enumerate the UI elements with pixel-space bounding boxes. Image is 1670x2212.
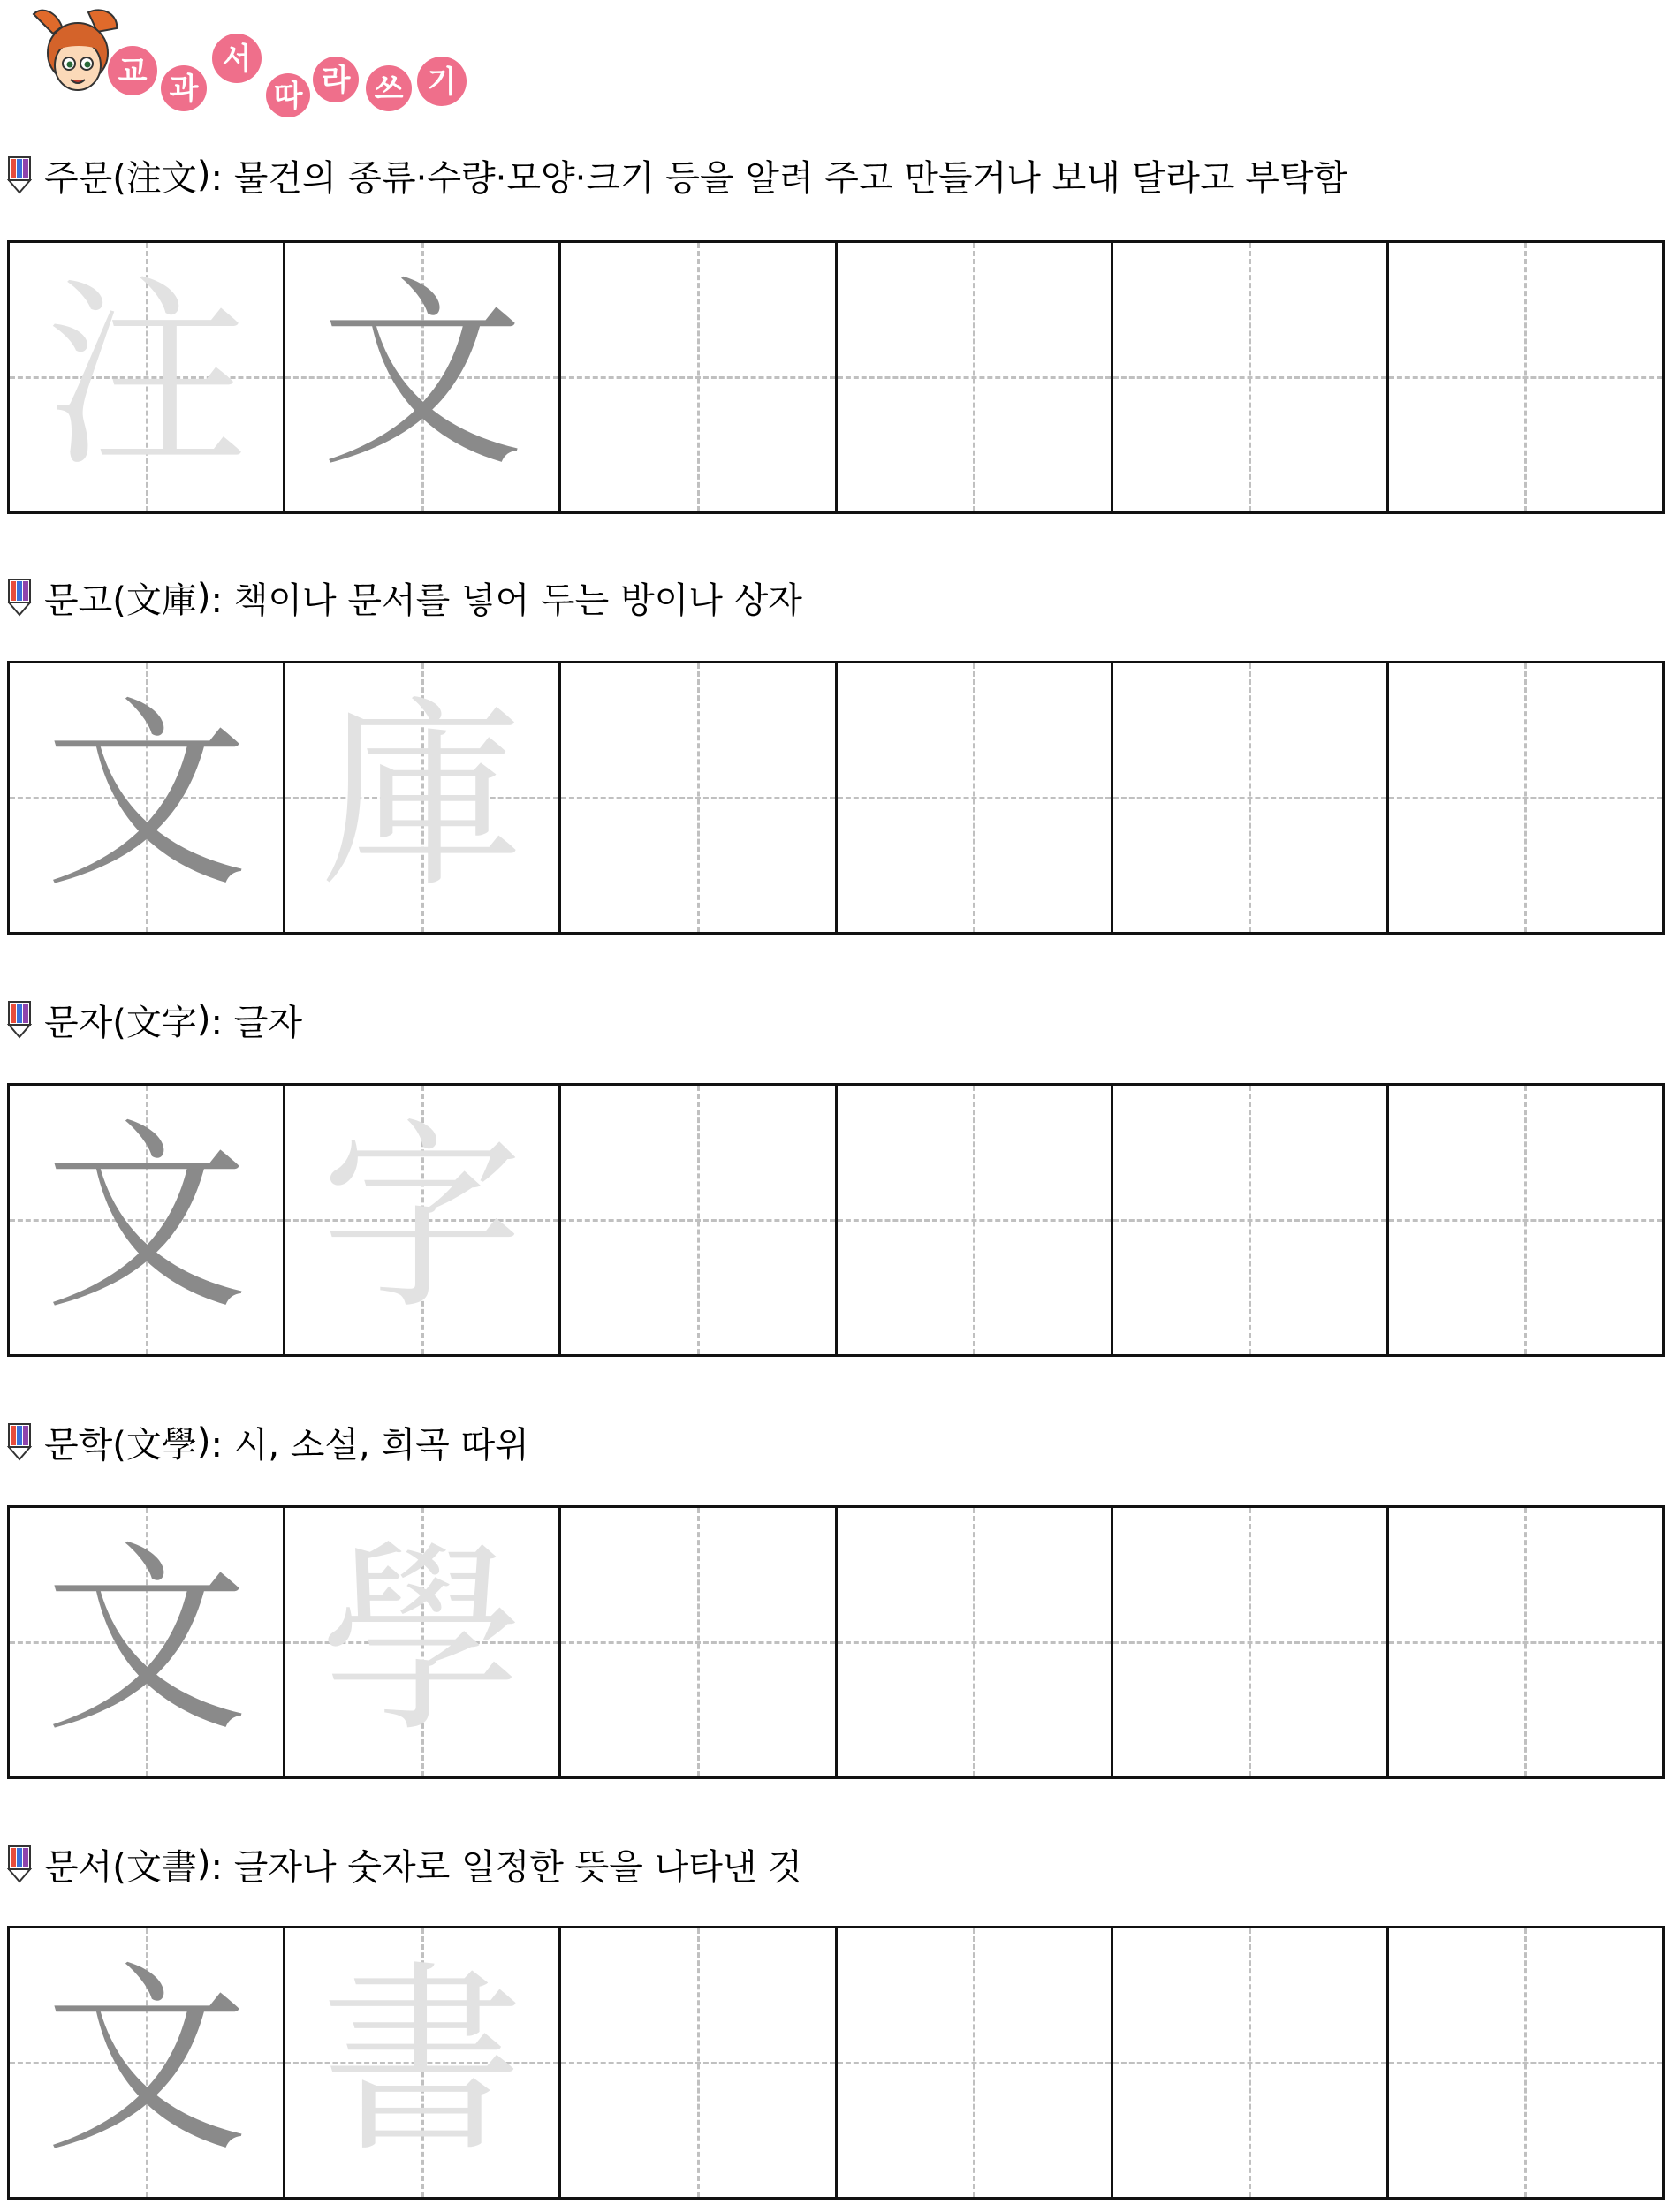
pencil-icon	[7, 578, 32, 617]
guide-cell	[283, 1086, 558, 1354]
practice-grid-row	[7, 240, 1665, 514]
word-hanja: 文庫	[125, 580, 197, 621]
guide-character: 文	[320, 259, 524, 495]
mascot-girl-icon	[34, 10, 117, 90]
practice-cell[interactable]	[1111, 663, 1386, 932]
guide-cell	[10, 1508, 283, 1776]
word-close: )	[196, 1421, 211, 1462]
practice-cell[interactable]	[835, 1508, 1111, 1776]
practice-cell[interactable]	[835, 1928, 1111, 2197]
word-reading: 주문(	[44, 157, 126, 199]
guide-character: 字	[320, 1102, 524, 1337]
practice-cell[interactable]	[1386, 243, 1662, 511]
logo-syllable: 교	[118, 54, 148, 89]
word-definition: : 시, 소설, 희곡 따위	[210, 1424, 529, 1466]
word-close: )	[196, 155, 211, 195]
pencil-icon	[7, 1845, 32, 1883]
word-close: )	[196, 999, 211, 1040]
logo-syllable: 기	[427, 64, 457, 100]
word-definition: : 물건의 종류·수량·모양·크기 등을 알려 주고 만들거나 보내 달라고 부탁함	[210, 157, 1348, 199]
logo-title-bubbles	[108, 34, 467, 117]
guide-cell	[10, 663, 283, 932]
logo-syllable: 서	[222, 42, 252, 77]
word-definition: : 글자나 숫자로 일정한 뜻을 나타낸 것	[210, 1846, 802, 1888]
guide-cell	[283, 243, 558, 511]
practice-cell[interactable]	[558, 1928, 834, 2197]
practice-cell[interactable]	[1386, 1086, 1662, 1354]
logo-syllable: 따	[273, 79, 303, 114]
practice-cell[interactable]	[1386, 1928, 1662, 2197]
pencil-icon	[7, 1000, 32, 1039]
guide-character: 文	[44, 679, 248, 915]
word-reading: 문학(	[44, 1424, 126, 1466]
word-reading: 문서(	[44, 1846, 126, 1888]
guide-cell	[10, 243, 283, 511]
guide-character: 注	[44, 259, 248, 495]
practice-cell[interactable]	[558, 1086, 834, 1354]
logo-banner	[27, 7, 486, 122]
guide-cell	[10, 1086, 283, 1354]
word-close: )	[196, 577, 211, 617]
practice-cell[interactable]	[1111, 1928, 1386, 2197]
practice-cell[interactable]	[1111, 243, 1386, 511]
word-reading: 문자(	[44, 1002, 126, 1043]
word-hanja: 注文	[125, 157, 197, 199]
guide-character: 文	[44, 1524, 248, 1760]
practice-cell[interactable]	[558, 1508, 834, 1776]
practice-cell[interactable]	[1111, 1086, 1386, 1354]
definition-line	[7, 993, 302, 1046]
practice-grid-row	[7, 661, 1665, 935]
word-definition: : 책이나 문서를 넣어 두는 방이나 상자	[210, 580, 802, 621]
logo-syllable: 과	[169, 72, 199, 107]
logo-syllable: 라	[321, 63, 351, 98]
guide-character: 庫	[320, 679, 524, 915]
logo-syllable: 쓰	[374, 72, 404, 107]
guide-character: 書	[320, 1944, 524, 2180]
guide-cell	[283, 1508, 558, 1776]
practice-cell[interactable]	[1386, 1508, 1662, 1776]
practice-cell[interactable]	[558, 243, 834, 511]
definition-line	[7, 571, 802, 624]
practice-cell[interactable]	[835, 243, 1111, 511]
word-hanja: 文字	[125, 1002, 197, 1043]
practice-cell[interactable]	[835, 663, 1111, 932]
word-hanja: 文學	[125, 1424, 197, 1466]
word-hanja: 文書	[125, 1846, 197, 1888]
definition-line	[7, 148, 1347, 201]
practice-cell[interactable]	[558, 663, 834, 932]
practice-cell[interactable]	[1386, 663, 1662, 932]
definition-line	[7, 1837, 802, 1890]
definition-line	[7, 1415, 529, 1468]
practice-grid-row	[7, 1926, 1665, 2200]
word-close: )	[196, 1844, 211, 1884]
guide-character: 文	[44, 1102, 248, 1337]
pencil-icon	[7, 1422, 32, 1461]
practice-cell[interactable]	[1111, 1508, 1386, 1776]
guide-cell	[283, 1928, 558, 2197]
guide-cell	[10, 1928, 283, 2197]
word-reading: 문고(	[44, 580, 126, 621]
practice-grid-row	[7, 1083, 1665, 1357]
guide-character: 學	[320, 1524, 524, 1760]
guide-cell	[283, 663, 558, 932]
pencil-icon	[7, 155, 32, 194]
practice-cell[interactable]	[835, 1086, 1111, 1354]
guide-character: 文	[44, 1944, 248, 2180]
word-definition: : 글자	[210, 1002, 302, 1043]
practice-grid-row	[7, 1505, 1665, 1779]
